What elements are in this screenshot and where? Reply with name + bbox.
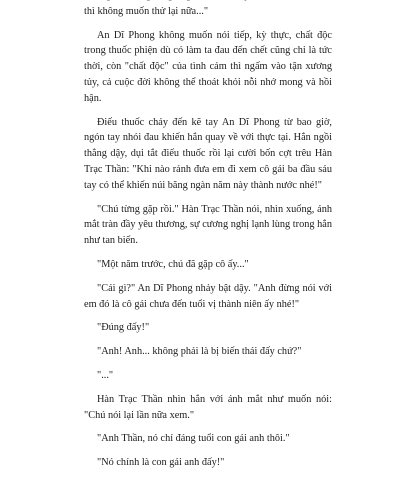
paragraph: "..." <box>97 369 114 381</box>
paragraph: An Dĩ Phong không muốn nói tiếp, kỳ thực, chất độc trong thuốc phiện dù có làm ta đau đến chết cũng chỉ là tức thời, còn "chất độc" của tình cảm thì ngấm vào tận xương tủy, cả cuộc đời không thể thoát khỏi nỗi nhớ mong và hồi hận. <box>84 29 332 104</box>
paragraph: "Anh! Anh... không phải là bị biến thái đấy chứ?" <box>97 346 302 358</box>
paragraph: "Chú từng gặp rồi." Hàn Trạc Thần nói, nhìn xuống, ánh mắt tràn đầy yêu thương, sự cương nghị lạnh lùng trong hắn như tan biến. <box>84 203 332 247</box>
paragraph: "Nó chính là con gái anh đấy!" <box>97 457 225 469</box>
paragraph: "Cái gì?" An Dĩ Phong nhảy bật dậy. "Anh đừng nói với em đó là cô gái chưa đến tuổi vị thành niên ấy nhé!" <box>84 282 332 310</box>
paragraph: "Anh Thần, nó chỉ đáng tuổi con gái anh thôi." <box>97 433 290 445</box>
book-text <box>84 0 332 479</box>
paragraph: Điếu thuốc cháy đến kẽ tay An Dĩ Phong từ bao giờ, ngón tay nhói đau khiến hắn quay về với thực tại. Hắn ngồi thẳng dậy, dụi tắt điếu thuốc rồi lại cười bốn cợt trêu Hàn Trạc Thần: "Khi nào rảnh đưa em đi xem cô gái ba đầu sáu tay có thể khiến núi băng ngàn năm này thành nước nhé!" <box>84 116 332 191</box>
paragraph: thì không muốn thử lại nữa..." <box>84 5 209 17</box>
paragraph: "Đúng đấy!" <box>97 322 150 334</box>
paragraph: Hàn Trạc Thần nhìn hắn với ánh mắt như muốn nói: "Chú nói lại lần nữa xem." <box>84 393 332 421</box>
paragraph: "Một năm trước, chú đã gặp cô ấy..." <box>97 258 249 270</box>
